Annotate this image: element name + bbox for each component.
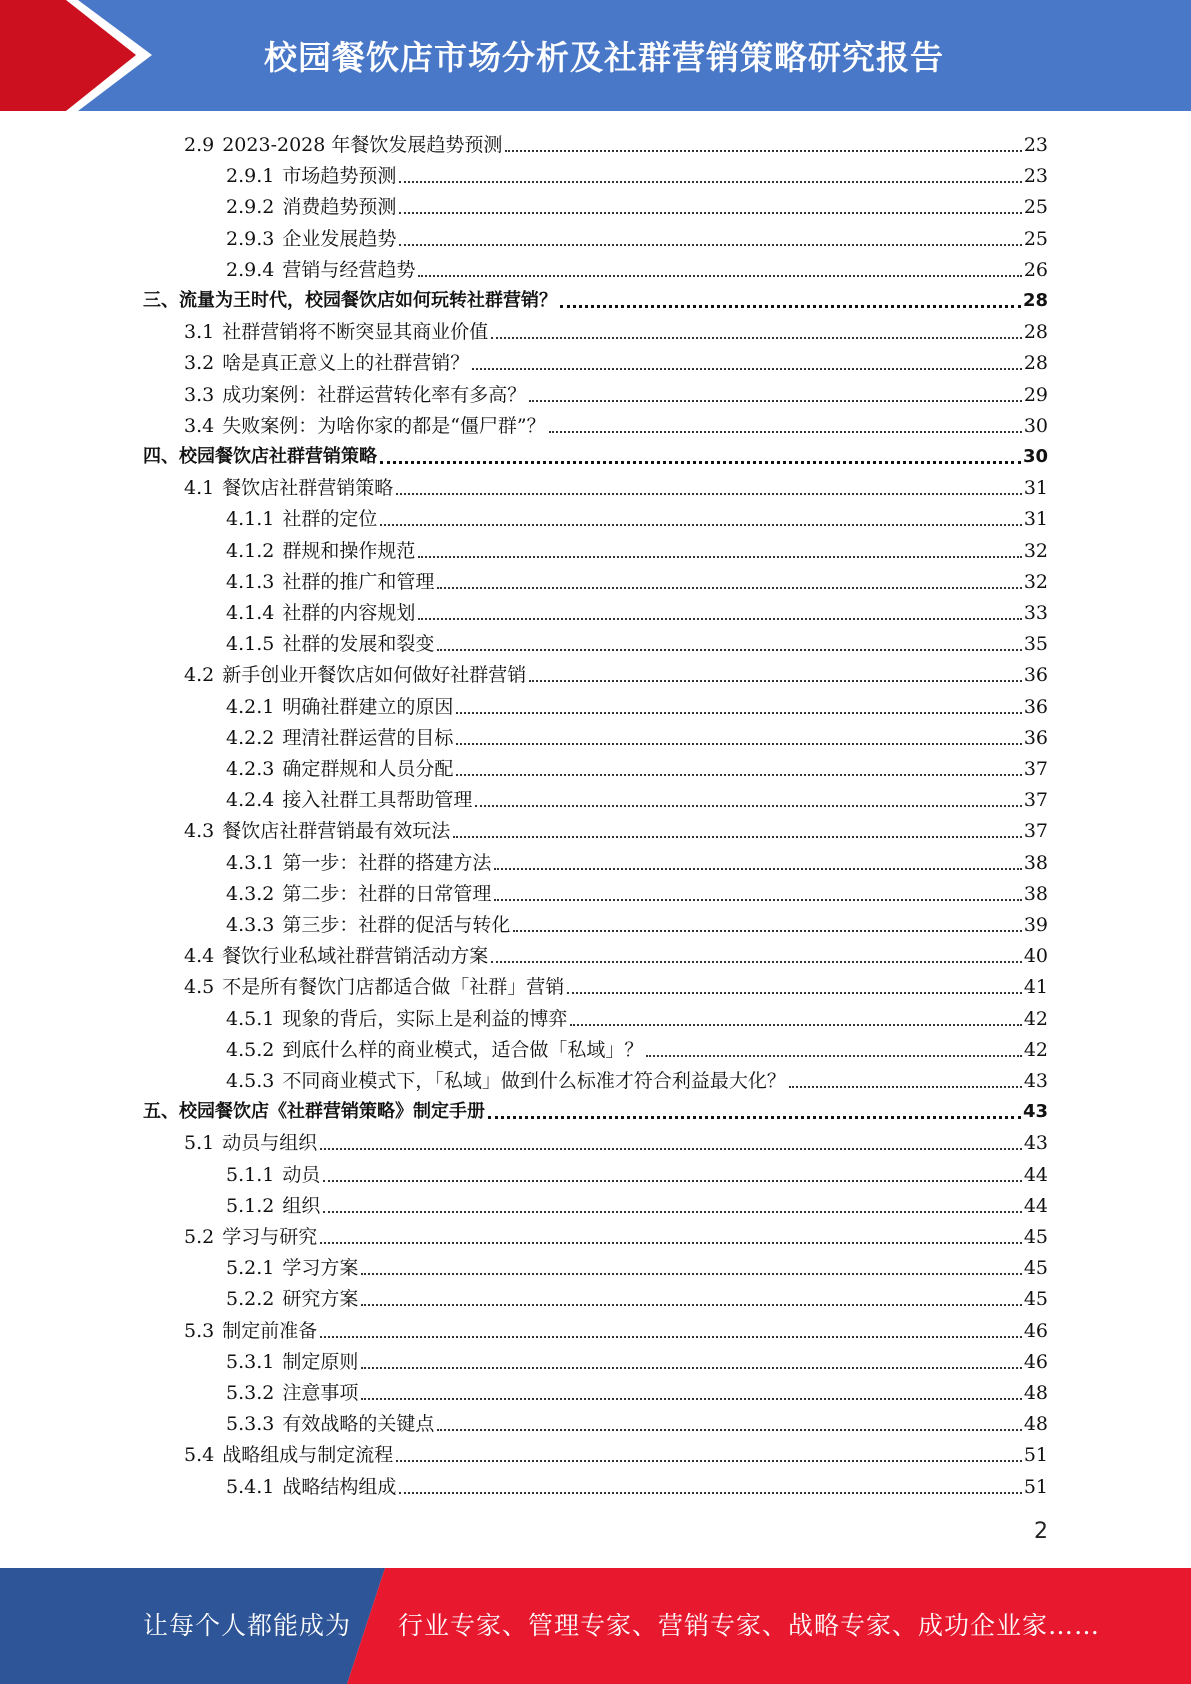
toc-entry[interactable]	[226, 220, 1048, 251]
toc-dot-leader	[361, 1398, 1021, 1400]
toc-entry-page: 44	[1023, 1163, 1048, 1186]
toc-entry-page: 45	[1023, 1226, 1048, 1248]
toc-dot-leader	[399, 212, 1021, 214]
toc-entry-number: 5.4.1	[226, 1475, 275, 1498]
toc-entry[interactable]	[226, 1468, 1048, 1499]
toc-dot-leader	[488, 1116, 1021, 1119]
toc-entry-number: 5.2.1	[226, 1257, 275, 1280]
toc-entry-page: 46	[1023, 1319, 1048, 1342]
toc-entry-page: 39	[1023, 914, 1048, 936]
toc-entry[interactable]	[184, 812, 1048, 843]
toc-entry-title: 注意事项	[282, 1382, 359, 1404]
toc-entry-title: 战略组成与制定流程	[222, 1444, 394, 1467]
toc-entry-title: 动员	[282, 1163, 321, 1186]
toc-entry[interactable]	[184, 313, 1048, 344]
header-band	[0, 0, 1191, 111]
toc-entry-page: 42	[1023, 1007, 1048, 1030]
toc-entry-page: 31	[1023, 477, 1048, 500]
toc-entry-page: 41	[1023, 976, 1048, 999]
toc-entry-number: 4.5.2	[226, 1038, 275, 1061]
toc-entry-page: 37	[1023, 758, 1048, 780]
toc-dot-leader	[323, 1211, 1021, 1213]
toc-entry-title: 不是所有餐饮门店都适合做「社群」营销	[222, 976, 565, 999]
toc-entry-page: 35	[1023, 633, 1048, 656]
toc-dot-leader	[789, 1086, 1022, 1088]
toc-dot-leader	[494, 899, 1021, 901]
toc-entry-title: 五、校园餐饮店《社群营销策略》制定手册	[143, 1101, 485, 1123]
toc-dot-leader	[456, 712, 1021, 714]
toc-entry[interactable]	[184, 1218, 1048, 1249]
toc-entry-number: 4.1	[184, 477, 215, 500]
toc-entry-page: 40	[1023, 945, 1048, 968]
toc-entry-title: 社群的定位	[282, 508, 378, 531]
toc-entry[interactable]	[143, 438, 1048, 469]
toc-entry-page: 26	[1023, 258, 1048, 281]
toc-dot-leader	[320, 1336, 1022, 1338]
toc-entry-page: 43	[1022, 1101, 1048, 1123]
toc-dot-leader	[494, 868, 1021, 870]
toc-entry-number: 3.3	[184, 383, 215, 406]
toc-entry-title: 失败案例：为啥你家的都是“僵尸群”？	[222, 414, 546, 437]
toc-entry-number: 4.3.2	[226, 882, 275, 905]
toc-entry[interactable]	[184, 469, 1048, 500]
toc-entry-title: 社群的推广和管理	[282, 570, 435, 593]
toc-dot-leader	[361, 1304, 1021, 1306]
toc-entry[interactable]	[184, 968, 1048, 999]
toc-entry-number: 3.1	[184, 321, 215, 344]
toc-entry-number: 4.2.4	[226, 789, 275, 812]
toc-entry-page: 33	[1023, 602, 1048, 624]
toc-dot-leader	[437, 1429, 1021, 1431]
toc-entry-title: 2023-2028 年餐饮发展趋势预测	[222, 134, 503, 156]
toc-entry[interactable]	[226, 1000, 1048, 1031]
toc-entry-page: 25	[1023, 196, 1048, 219]
toc-entry[interactable]	[226, 500, 1048, 531]
toc-entry[interactable]	[226, 719, 1048, 750]
toc-entry[interactable]	[184, 1436, 1048, 1467]
toc-entry-title: 成功案例：社群运营转化率有多高？	[222, 383, 527, 406]
toc-entry-number: 4.3.3	[226, 914, 275, 936]
toc-entry-number: 2.9.4	[226, 258, 275, 281]
toc-dot-leader	[560, 305, 1021, 308]
toc-entry-number: 4.1.5	[226, 633, 275, 656]
toc-entry-page: 51	[1023, 1475, 1048, 1498]
toc-entry-page: 43	[1023, 1070, 1048, 1092]
toc-entry[interactable]	[184, 344, 1048, 375]
toc-entry-page: 38	[1023, 882, 1048, 905]
toc-entry-number: 4.4	[184, 945, 215, 968]
toc-dot-leader	[380, 461, 1021, 464]
toc-entry[interactable]	[226, 781, 1048, 812]
toc-entry-title: 市场趋势预测	[282, 165, 397, 188]
toc-entry-page: 25	[1023, 227, 1048, 250]
toc-entry-number: 5.4	[184, 1444, 215, 1467]
toc-entry-title: 组织	[282, 1194, 321, 1217]
toc-dot-leader	[320, 1242, 1022, 1244]
toc-entry-title: 现象的背后，实际上是利益的博弈	[282, 1007, 568, 1030]
toc-dot-leader	[513, 930, 1021, 932]
toc-entry[interactable]	[226, 688, 1048, 719]
toc-entry-number: 3.4	[184, 414, 215, 437]
toc-entry[interactable]	[226, 157, 1048, 188]
toc-entry-title: 营销与经营趋势	[282, 258, 416, 281]
toc-entry-number: 4.5.3	[226, 1070, 275, 1092]
toc-entry[interactable]	[184, 656, 1048, 687]
toc-dot-leader	[437, 587, 1021, 589]
toc-entry-number: 5.3	[184, 1319, 215, 1342]
toc-entry[interactable]	[143, 1093, 1048, 1124]
toc-entry-page: 36	[1023, 726, 1048, 749]
toc-entry-page: 28	[1022, 290, 1048, 311]
toc-entry-number: 2.9.1	[226, 165, 275, 188]
toc-entry-number: 4.2.1	[226, 695, 275, 718]
toc-entry-number: 2.9.3	[226, 227, 275, 250]
toc-entry-title: 学习与研究	[222, 1226, 318, 1248]
toc-entry-title: 啥是真正意义上的社群营销？	[222, 352, 470, 375]
toc-entry[interactable]	[184, 126, 1048, 157]
toc-entry[interactable]	[226, 1031, 1048, 1062]
toc-entry-number: 5.3.2	[226, 1382, 275, 1404]
toc-entry-number: 4.1.4	[226, 602, 275, 624]
toc-dot-leader	[399, 1492, 1021, 1494]
toc-entry-number: 5.2.2	[226, 1288, 275, 1311]
toc-dot-leader	[418, 556, 1021, 558]
toc-entry-title: 消费趋势预测	[282, 196, 397, 219]
toc-entry[interactable]	[184, 1124, 1048, 1155]
toc-entry[interactable]	[226, 875, 1048, 906]
toc-entry[interactable]	[226, 1280, 1048, 1311]
toc-entry-title: 明确社群建立的原因	[282, 695, 454, 718]
toc-entry-title: 社群营销将不断突显其商业价值	[222, 321, 489, 344]
toc-dot-leader	[529, 680, 1022, 682]
toc-entry-page: 36	[1023, 695, 1048, 718]
toc-entry-title: 第一步：社群的搭建方法	[282, 851, 492, 874]
toc-entry-page: 30	[1022, 446, 1048, 467]
toc-entry-number: 4.5.1	[226, 1007, 275, 1030]
toc-entry-number: 4.1.1	[226, 508, 275, 531]
toc-entry-page: 42	[1023, 1038, 1048, 1061]
toc-entry-number: 4.2.3	[226, 758, 275, 780]
toc-entry-number: 5.1	[184, 1132, 215, 1155]
toc-entry-page: 44	[1023, 1194, 1048, 1217]
toc-entry-title: 不同商业模式下，「私域」做到什么标准才符合利益最大化？	[282, 1070, 786, 1092]
toc-entry-title: 学习方案	[282, 1257, 359, 1280]
toc-entry-page: 51	[1023, 1444, 1048, 1467]
toc-entry-number: 5.1.1	[226, 1163, 275, 1186]
toc-entry-number: 4.2.2	[226, 726, 275, 749]
toc-entry[interactable]	[184, 407, 1048, 438]
toc-entry-title: 有效战略的关键点	[282, 1413, 435, 1436]
toc-entry[interactable]	[226, 625, 1048, 656]
toc-entry-number: 4.5	[184, 976, 215, 999]
toc-entry-number: 4.1.2	[226, 539, 275, 562]
toc-dot-leader	[475, 805, 1021, 807]
toc-dot-leader	[646, 1055, 1021, 1057]
toc-entry-page: 29	[1023, 383, 1048, 406]
toc-entry[interactable]	[184, 376, 1048, 407]
toc-entry-page: 31	[1023, 508, 1048, 531]
toc-entry[interactable]	[226, 532, 1048, 563]
toc-entry-title: 餐饮行业私域社群营销活动方案	[222, 945, 489, 968]
toc-entry-number: 3.2	[184, 352, 215, 375]
toc-dot-leader	[529, 400, 1022, 402]
footer-slogan-right: 行业专家、管理专家、营销专家、战略专家、成功企业家……	[398, 1611, 1101, 1640]
toc-dot-leader	[323, 1180, 1021, 1182]
toc-entry[interactable]	[226, 1187, 1048, 1218]
toc-entry-number: 5.2	[184, 1226, 215, 1248]
toc-dot-leader	[472, 368, 1022, 370]
toc-entry-page: 46	[1023, 1350, 1048, 1373]
toc-dot-leader	[361, 1273, 1021, 1275]
toc-entry-number: 4.3.1	[226, 851, 275, 874]
toc-entry-number: 4.1.3	[226, 570, 275, 593]
toc-entry[interactable]	[226, 563, 1048, 594]
toc-dot-leader	[567, 992, 1022, 994]
toc-dot-leader	[549, 431, 1022, 433]
toc-entry-page: 28	[1023, 352, 1048, 375]
toc-dot-leader	[320, 1148, 1022, 1150]
toc-dot-leader	[399, 244, 1021, 246]
toc-entry-title: 四、校园餐饮店社群营销策略	[143, 446, 377, 467]
toc-entry-page: 32	[1023, 539, 1048, 562]
toc-entry-title: 接入社群工具帮助管理	[282, 789, 473, 812]
toc-dot-leader	[456, 774, 1021, 776]
footer-band	[0, 1568, 1191, 1684]
toc-entry-title: 企业发展趋势	[282, 227, 397, 250]
toc-entry-title: 制定前准备	[222, 1319, 318, 1342]
toc-entry[interactable]	[226, 1062, 1048, 1093]
toc-entry-number: 5.3.1	[226, 1350, 275, 1373]
toc-entry-title: 制定原则	[282, 1350, 359, 1373]
toc-entry-number: 4.2	[184, 664, 215, 687]
toc-dot-leader	[491, 337, 1022, 339]
toc-entry-title: 新手创业开餐饮店如何做好社群营销	[222, 664, 527, 687]
toc-entry-number: 5.3.3	[226, 1413, 275, 1436]
toc-entry-page: 36	[1023, 664, 1048, 687]
toc-entry[interactable]	[226, 750, 1048, 781]
toc-entry-number: 5.1.2	[226, 1194, 275, 1217]
toc-entry-title: 餐饮店社群营销最有效玩法	[222, 820, 451, 843]
toc-entry[interactable]	[226, 906, 1048, 937]
toc-entry[interactable]	[143, 282, 1048, 313]
toc-dot-leader	[505, 150, 1021, 152]
toc-dot-leader	[396, 1460, 1022, 1462]
toc-dot-leader	[399, 181, 1021, 183]
toc-entry[interactable]	[226, 1156, 1048, 1187]
toc-entry[interactable]	[226, 188, 1048, 219]
toc-entry-page: 28	[1023, 321, 1048, 344]
toc-entry-title: 社群的发展和裂变	[282, 633, 435, 656]
toc-entry-title: 研究方案	[282, 1288, 359, 1311]
toc-entry-page: 43	[1023, 1132, 1048, 1155]
toc-entry-title: 第二步：社群的日常管理	[282, 882, 492, 905]
toc-entry-page: 48	[1023, 1413, 1048, 1436]
toc-entry-title: 确定群规和人员分配	[282, 758, 454, 780]
toc-entry-page: 23	[1023, 165, 1048, 188]
toc-entry-number: 2.9.2	[226, 196, 275, 219]
toc-entry-page: 45	[1023, 1288, 1048, 1311]
toc-dot-leader	[418, 275, 1021, 277]
toc-entry[interactable]	[226, 251, 1048, 282]
toc-entry-page: 23	[1023, 134, 1048, 156]
toc-entry-page: 30	[1023, 414, 1048, 437]
toc-entry-title: 三、流量为王时代，校园餐饮店如何玩转社群营销？	[143, 290, 557, 311]
toc-entry-title: 理清社群运营的目标	[282, 726, 454, 749]
report-title: 校园餐饮店市场分析及社群营销策略研究报告	[264, 38, 944, 77]
toc-entry-title: 餐饮店社群营销策略	[222, 477, 394, 500]
toc-entry-page: 32	[1023, 570, 1048, 593]
toc-entry-page: 37	[1023, 789, 1048, 812]
toc-entry-title: 社群的内容规划	[282, 602, 416, 624]
toc-entry-page: 38	[1023, 851, 1048, 874]
toc-dot-leader	[456, 743, 1021, 745]
toc-entry[interactable]	[226, 1405, 1048, 1436]
toc-entry[interactable]	[226, 594, 1048, 625]
toc-entry[interactable]	[226, 1374, 1048, 1405]
toc-dot-leader	[380, 524, 1021, 526]
toc-entry-title: 群规和操作规范	[282, 539, 416, 562]
toc-entry-title: 战略结构组成	[282, 1475, 397, 1498]
toc-dot-leader	[437, 649, 1021, 651]
toc-entry-title: 动员与组织	[222, 1132, 318, 1155]
toc-entry[interactable]	[226, 844, 1048, 875]
page-number: 2	[1034, 1519, 1048, 1544]
toc-entry[interactable]	[226, 1249, 1048, 1280]
toc-entry-page: 45	[1023, 1257, 1048, 1280]
toc-entry[interactable]	[226, 1343, 1048, 1374]
toc-entry-title: 第三步：社群的促活与转化	[282, 914, 511, 936]
toc-entry[interactable]	[184, 1312, 1048, 1343]
toc-dot-leader	[491, 961, 1022, 963]
toc-entry-page: 37	[1023, 820, 1048, 843]
toc-dot-leader	[396, 493, 1022, 495]
toc-entry-title: 到底什么样的商业模式，适合做「私域」？	[282, 1038, 644, 1061]
footer-slogan-left: 让每个人都能成为	[143, 1611, 352, 1640]
toc-dot-leader	[418, 618, 1021, 620]
toc-dot-leader	[570, 1024, 1021, 1026]
toc-dot-leader	[361, 1367, 1021, 1369]
toc-entry-number: 2.9	[184, 134, 215, 156]
toc-entry-number: 4.3	[184, 820, 215, 843]
toc-entry-page: 48	[1023, 1382, 1048, 1404]
toc-dot-leader	[453, 836, 1022, 838]
toc-entry[interactable]	[184, 937, 1048, 968]
